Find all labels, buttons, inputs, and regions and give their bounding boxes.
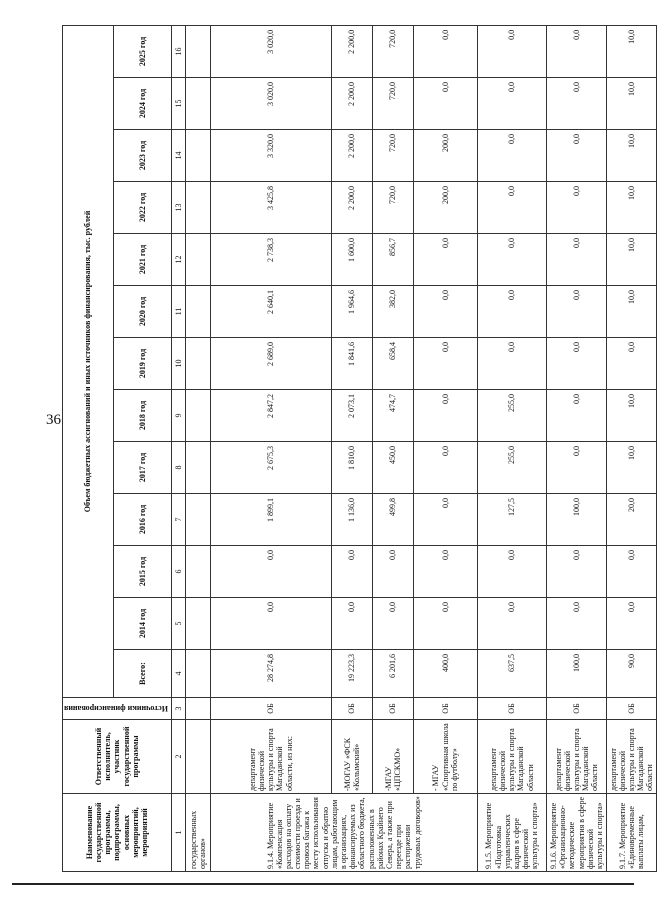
row-year-value: 200,0 xyxy=(413,182,477,234)
row-year-value: 2 073,1 xyxy=(331,390,372,442)
row-year-value: 0,0 xyxy=(477,286,547,338)
row-executor: -МОГАУ «ФСК «Колымский» xyxy=(331,720,372,794)
row-year-value: 499,8 xyxy=(372,494,413,546)
row-year-value xyxy=(186,286,211,338)
header-year: 2023 год xyxy=(113,130,172,182)
row-year-value: 0,0 xyxy=(547,78,607,130)
row-year-value: 0,0 xyxy=(477,25,547,77)
column-number: 16 xyxy=(172,25,186,77)
header-year: 2020 год xyxy=(113,286,172,338)
row-year-value: 0,0 xyxy=(477,546,547,598)
row-year-value: 200,0 xyxy=(413,130,477,182)
row-year-value: 0,0 xyxy=(372,598,413,650)
column-number: 1 xyxy=(172,794,186,872)
row-year-value: 0,0 xyxy=(477,78,547,130)
row-year-value: 10,0 xyxy=(606,25,656,77)
row-year-value: 2 200,0 xyxy=(331,25,372,77)
row-year-value: 0,0 xyxy=(547,286,607,338)
table-row xyxy=(413,25,477,871)
row-year-value: 0,0 xyxy=(606,598,656,650)
table-row xyxy=(331,25,372,871)
row-year-value: 0,0 xyxy=(210,598,331,650)
row-year-value: 10,0 xyxy=(606,78,656,130)
row-year-value: 10,0 xyxy=(606,390,656,442)
header-year: 2025 год xyxy=(113,25,172,77)
row-year-value: 3 320,0 xyxy=(210,130,331,182)
row-executor: - МГАУ «Спортивная школа по футболу» xyxy=(413,720,477,794)
row-year-value: 1 136,0 xyxy=(331,494,372,546)
row-year-value: 1 899,1 xyxy=(210,494,331,546)
row-year-value xyxy=(186,546,211,598)
table-row xyxy=(372,25,413,871)
row-source: ОБ xyxy=(331,698,372,720)
row-year-value: 2 847,2 xyxy=(210,390,331,442)
table-row xyxy=(210,25,331,871)
row-name: 9.1.6. Мероприятие «Организационно-методические мероприятия в сфере физической культуры и спорта» xyxy=(547,794,607,872)
column-number: 8 xyxy=(172,442,186,494)
header-year: 2021 год xyxy=(113,234,172,286)
bottom-rule xyxy=(12,883,634,885)
row-year-value: 0,0 xyxy=(413,442,477,494)
row-year-value: 0,0 xyxy=(606,338,656,390)
row-name: 9.1.4. Мероприятие «Компенсация расходов на оплату стоимости проезда и провоза багажа к месту использования отпуска и обратно лицам, работающим в организациях, финансируемых из областного бюджета, расположенных в районах Крайнего Севера, а также при переезде при расторжении трудовых договоров» xyxy=(210,794,477,872)
row-year-value: 0,0 xyxy=(477,130,547,182)
row-name: 9.1.7. Мероприятие «Единовременные выплаты лицам, xyxy=(606,794,656,872)
row-year-value: 0,0 xyxy=(413,338,477,390)
row-year-value: 1 600,0 xyxy=(331,234,372,286)
row-year-value: 10,0 xyxy=(606,286,656,338)
row-year-value: 1 810,0 xyxy=(331,442,372,494)
row-year-value: 255,0 xyxy=(477,390,547,442)
column-number: 9 xyxy=(172,390,186,442)
row-year-value: 3 020,0 xyxy=(210,78,331,130)
table-row xyxy=(186,25,211,871)
column-number: 15 xyxy=(172,78,186,130)
row-year-value xyxy=(186,338,211,390)
row-year-value: 10,0 xyxy=(606,234,656,286)
row-year-value xyxy=(186,234,211,286)
header-year: 2017 год xyxy=(113,442,172,494)
table-row xyxy=(477,25,547,871)
row-year-value: 20,0 xyxy=(606,494,656,546)
row-year-value: 0,0 xyxy=(413,78,477,130)
row-total: 100,0 xyxy=(547,650,607,698)
row-year-value: 450,0 xyxy=(372,442,413,494)
row-year-value: 0,0 xyxy=(477,182,547,234)
header-total: Всего: xyxy=(113,650,172,698)
row-year-value: 0,0 xyxy=(606,546,656,598)
row-executor: департамент физической культуры и спорта Магаданской области, из них: xyxy=(210,720,331,794)
row-year-value: 720,0 xyxy=(372,25,413,77)
row-year-value: 2 675,3 xyxy=(210,442,331,494)
row-year-value: 0,0 xyxy=(547,130,607,182)
row-year-value: 2 200,0 xyxy=(331,130,372,182)
row-name: 9.1.5. Мероприятие «Подготовка управленческих кадров в сфере физической культуры и спорта» xyxy=(477,794,547,872)
row-year-value: 0,0 xyxy=(477,234,547,286)
row-year-value: 0,0 xyxy=(477,598,547,650)
row-year-value: 0,0 xyxy=(413,598,477,650)
row-year-value: 658,4 xyxy=(372,338,413,390)
column-number: 7 xyxy=(172,494,186,546)
header-year: 2022 год xyxy=(113,182,172,234)
row-total: 637,5 xyxy=(477,650,547,698)
header-name: Наименование государственной программы, подпрограммы, основных мероприятий, мероприятий xyxy=(63,794,172,872)
document-page xyxy=(62,26,655,872)
row-total xyxy=(186,650,211,698)
row-year-value: 0,0 xyxy=(547,25,607,77)
row-total: 28 274,8 xyxy=(210,650,331,698)
row-year-value: 127,5 xyxy=(477,494,547,546)
row-executor: департамент физической культуры и спорта Магаданской области xyxy=(606,720,656,794)
row-year-value: 720,0 xyxy=(372,130,413,182)
row-year-value: 100,0 xyxy=(547,494,607,546)
column-number: 5 xyxy=(172,598,186,650)
row-source: ОБ xyxy=(477,698,547,720)
row-year-value: 0,0 xyxy=(413,234,477,286)
header-year: 2024 год xyxy=(113,78,172,130)
row-year-value xyxy=(186,442,211,494)
row-year-value: 0,0 xyxy=(547,234,607,286)
row-total: 90,0 xyxy=(606,650,656,698)
row-year-value: 0,0 xyxy=(331,546,372,598)
row-year-value: 0,0 xyxy=(372,546,413,598)
row-year-value: 10,0 xyxy=(606,130,656,182)
row-year-value: 720,0 xyxy=(372,78,413,130)
column-number: 3 xyxy=(172,698,186,720)
row-year-value: 3 425,8 xyxy=(210,182,331,234)
header-year: 2015 год xyxy=(113,546,172,598)
header-executor: Ответственный исполнитель, участник государственной программы xyxy=(63,720,172,794)
row-year-value: 856,7 xyxy=(372,234,413,286)
row-year-value xyxy=(186,182,211,234)
table-row xyxy=(606,25,656,871)
row-executor xyxy=(186,720,211,794)
table-row xyxy=(547,25,607,871)
page-number: 36 xyxy=(46,412,61,428)
row-year-value: 0,0 xyxy=(547,442,607,494)
column-number: 10 xyxy=(172,338,186,390)
row-year-value: 0,0 xyxy=(547,338,607,390)
row-year-value: 10,0 xyxy=(606,182,656,234)
funding-table xyxy=(62,25,657,872)
column-number: 4 xyxy=(172,650,186,698)
row-year-value: 1 964,6 xyxy=(331,286,372,338)
row-year-value: 10,0 xyxy=(606,442,656,494)
row-executor: департамент физической культуры и спорта Магаданской области xyxy=(477,720,547,794)
column-number: 14 xyxy=(172,130,186,182)
header-year: 2018 год xyxy=(113,390,172,442)
row-total: 6 201,6 xyxy=(372,650,413,698)
row-year-value: 0,0 xyxy=(547,546,607,598)
row-year-value: 0,0 xyxy=(413,546,477,598)
row-year-value: 382,0 xyxy=(372,286,413,338)
row-executor: -МГАУ «ЦПСКМО» xyxy=(372,720,413,794)
row-year-value: 2 640,1 xyxy=(210,286,331,338)
row-year-value: 0,0 xyxy=(547,390,607,442)
row-year-value: 0,0 xyxy=(210,546,331,598)
row-executor: департамент физической культуры и спорта Магаданской области xyxy=(547,720,607,794)
row-year-value: 0,0 xyxy=(413,25,477,77)
row-year-value: 3 020,0 xyxy=(210,25,331,77)
row-year-value: 720,0 xyxy=(372,182,413,234)
row-year-value: 0,0 xyxy=(413,494,477,546)
header-year: 2019 год xyxy=(113,338,172,390)
row-year-value xyxy=(186,390,211,442)
row-year-value: 1 841,6 xyxy=(331,338,372,390)
row-year-value: 0,0 xyxy=(331,598,372,650)
row-year-value: 2 200,0 xyxy=(331,78,372,130)
header-funding-group: Объем бюджетных ассигнований и иных источников финансирования, тыс. рублей xyxy=(63,25,114,697)
row-year-value: 474,7 xyxy=(372,390,413,442)
row-year-value: 0,0 xyxy=(477,338,547,390)
row-year-value: 255,0 xyxy=(477,442,547,494)
header-source xyxy=(63,698,172,720)
rotated-content xyxy=(62,26,655,872)
row-name: государственных органов» xyxy=(186,794,211,872)
row-source: ОБ xyxy=(413,698,477,720)
column-number: 6 xyxy=(172,546,186,598)
row-total: 400,0 xyxy=(413,650,477,698)
row-year-value: 2 200,0 xyxy=(331,182,372,234)
row-year-value: 2 689,0 xyxy=(210,338,331,390)
column-number: 11 xyxy=(172,286,186,338)
row-source: ОБ xyxy=(547,698,607,720)
row-source xyxy=(186,698,211,720)
column-number: 2 xyxy=(172,720,186,794)
column-number: 13 xyxy=(172,182,186,234)
row-year-value: 0,0 xyxy=(413,286,477,338)
row-source: ОБ xyxy=(606,698,656,720)
row-year-value xyxy=(186,494,211,546)
row-year-value xyxy=(186,598,211,650)
row-source: ОБ xyxy=(372,698,413,720)
row-total: 19 223,3 xyxy=(331,650,372,698)
header-year: 2014 год xyxy=(113,598,172,650)
header-year: 2016 год xyxy=(113,494,172,546)
row-year-value: 2 738,3 xyxy=(210,234,331,286)
row-year-value xyxy=(186,78,211,130)
row-year-value xyxy=(186,130,211,182)
column-number: 12 xyxy=(172,234,186,286)
row-year-value: 0,0 xyxy=(413,390,477,442)
header-source-label: Источники финансирования xyxy=(64,704,168,714)
row-year-value: 0,0 xyxy=(547,182,607,234)
row-year-value: 0,0 xyxy=(547,598,607,650)
row-source: ОБ xyxy=(210,698,331,720)
row-year-value xyxy=(186,25,211,77)
